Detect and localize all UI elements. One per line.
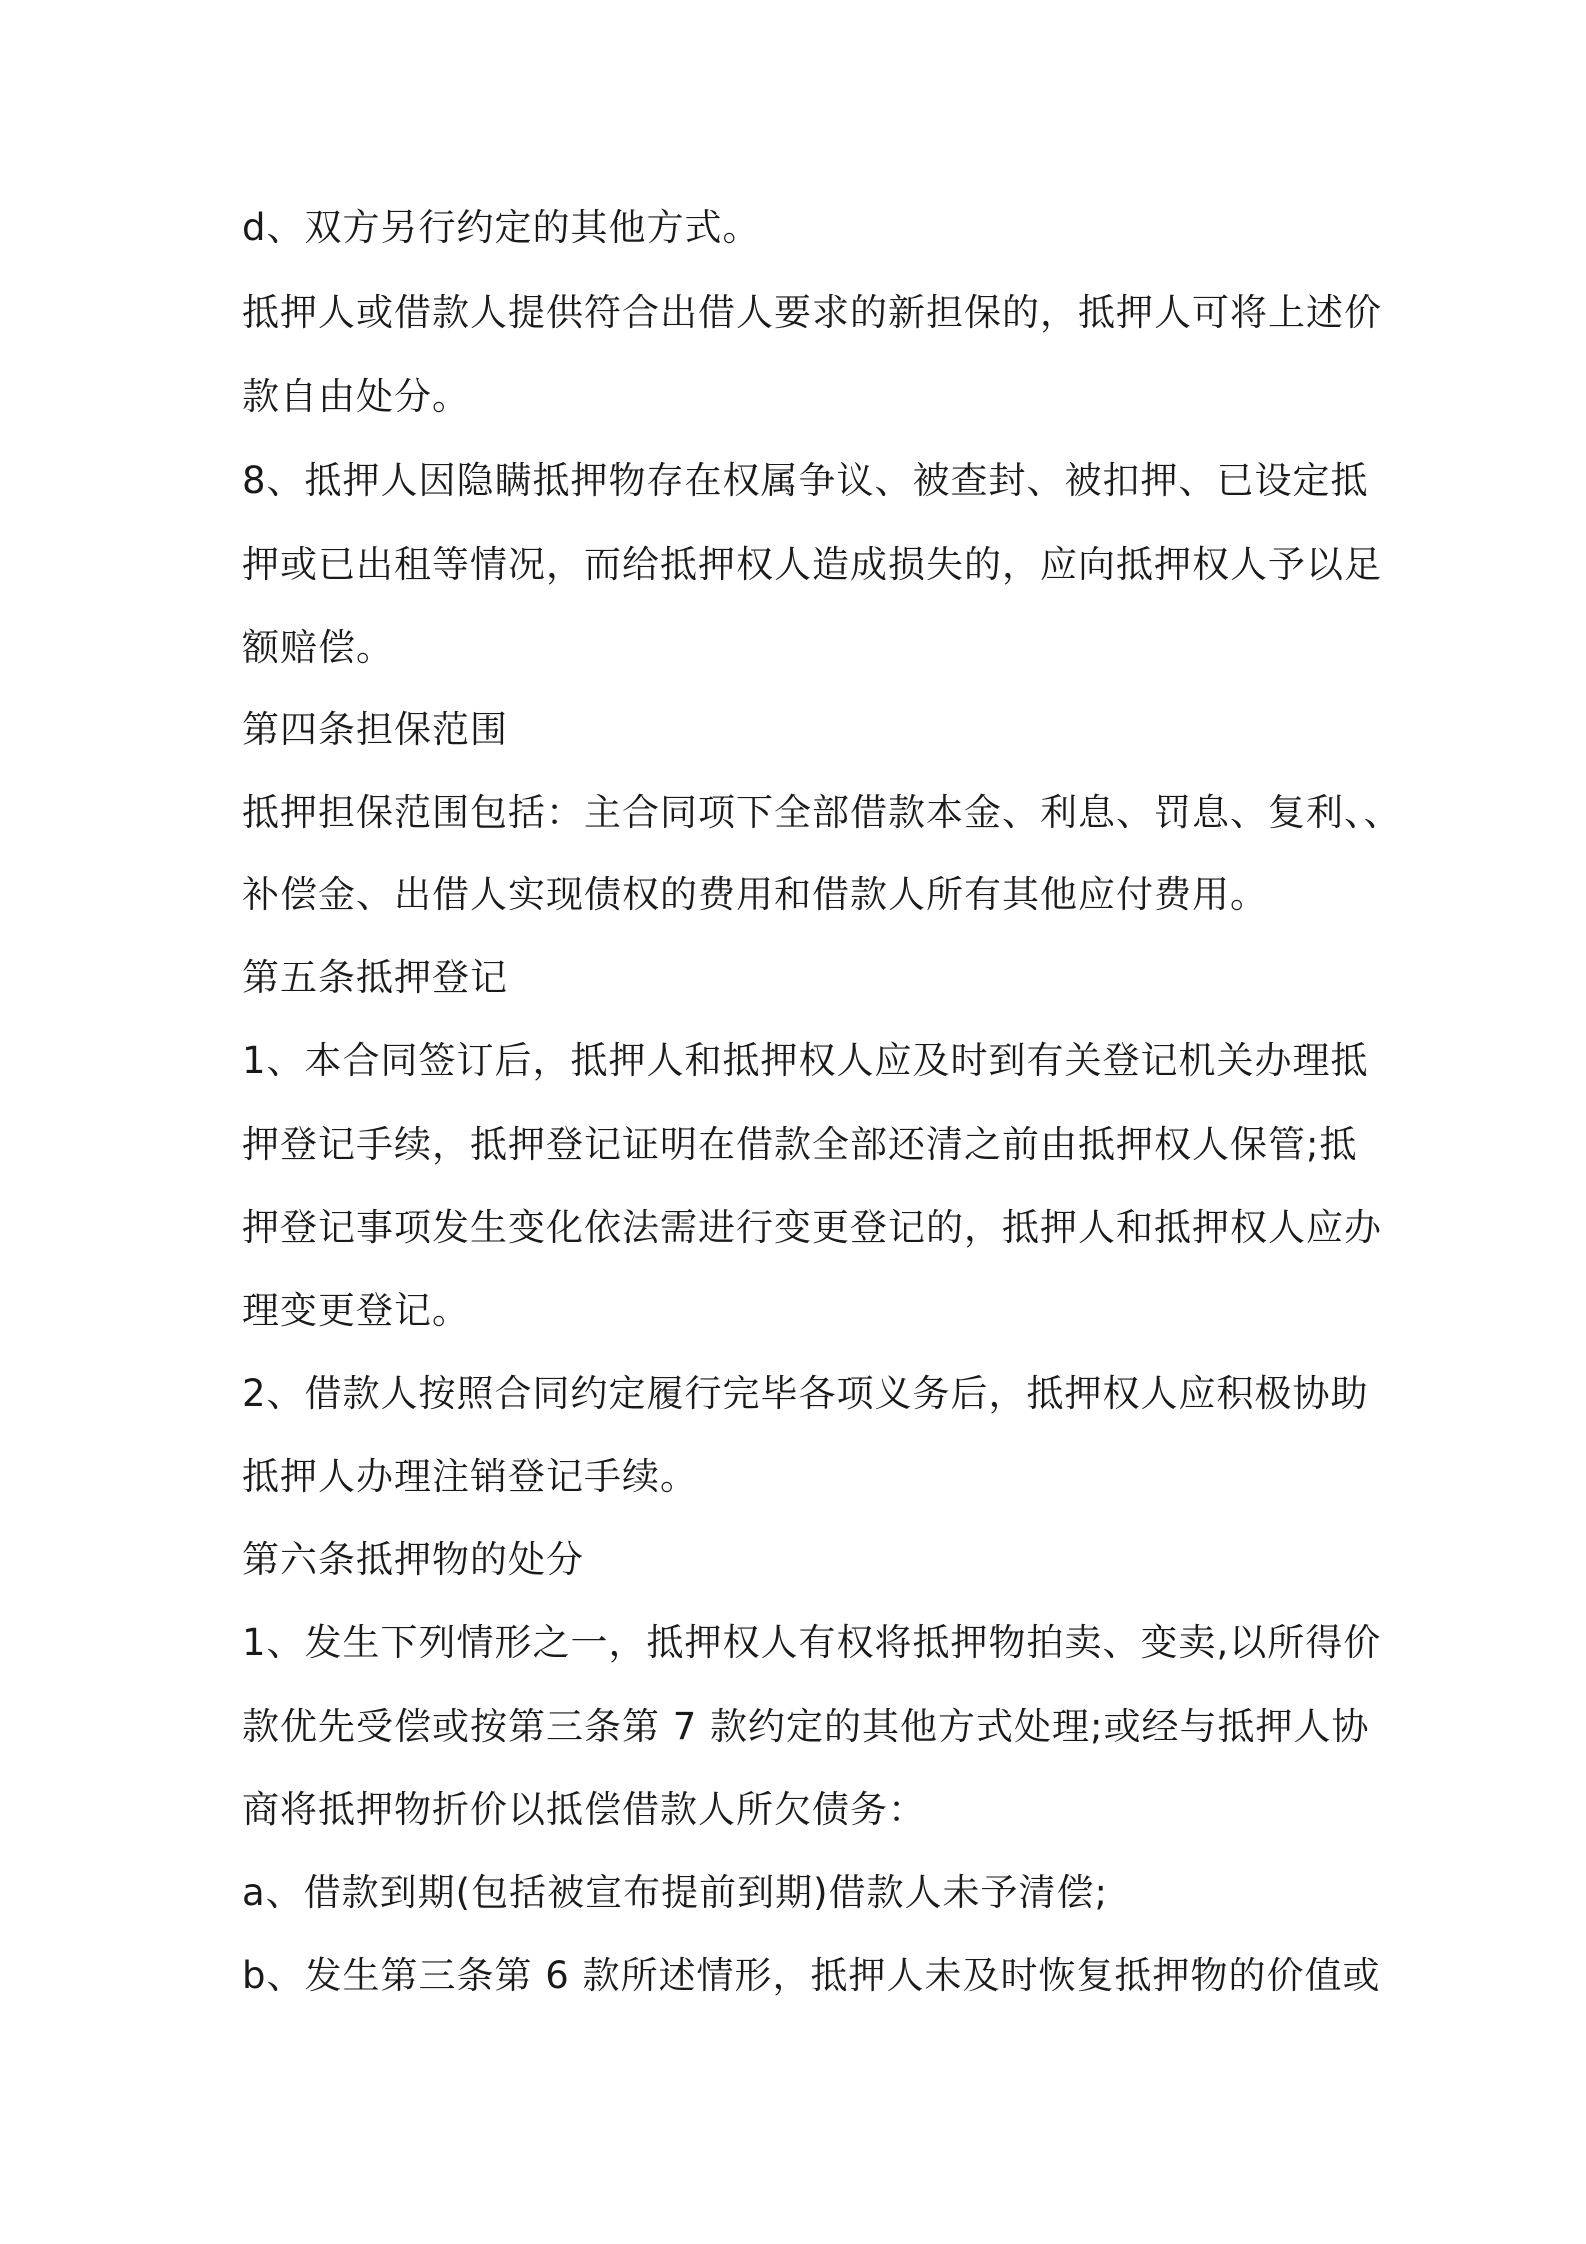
text-line: 抵押担保范围包括：主合同项下全部借款本金、利息、罚息、复利、、 xyxy=(242,791,1402,834)
text-line: 理变更登记。 xyxy=(242,1289,470,1332)
text-line: 额赔偿。 xyxy=(242,626,394,669)
text-line: 抵押人办理注销登记手续。 xyxy=(242,1455,698,1498)
text-line: 1、发生下列情形之一，抵押权人有权将抵押物拍卖、变卖,以所得价 xyxy=(242,1621,1382,1664)
text-line: 8、抵押人因隐瞒抵押物存在权属争议、被查封、被扣押、已设定抵 xyxy=(242,459,1369,502)
text-line: 押或已出租等情况，而给抵押权人造成损失的，应向抵押权人予以足 xyxy=(242,543,1382,586)
text-line: a、借款到期(包括被宣布提前到期)借款人未予清偿; xyxy=(242,1871,1109,1914)
text-line: 押登记事项发生变化依法需进行变更登记的，抵押人和抵押权人应办 xyxy=(242,1206,1382,1249)
section-heading: 第五条抵押登记 xyxy=(242,956,508,999)
section-heading: 第四条担保范围 xyxy=(242,708,508,751)
text-line: b、发生第三条第 6 款所述情形，抵押人未及时恢复抵押物的价值或 xyxy=(242,1954,1381,1997)
text-line: 押登记手续，抵押登记证明在借款全部还清之前由抵押权人保管;抵 xyxy=(242,1123,1358,1166)
text-line: d、双方另行约定的其他方式。 xyxy=(242,206,761,249)
text-line: 1、本合同签订后，抵押人和抵押权人应及时到有关登记机关办理抵 xyxy=(242,1039,1369,1082)
text-line: 款自由处分。 xyxy=(242,375,470,418)
text-line: 2、借款人按照合同约定履行完毕各项义务后，抵押权人应积极协助 xyxy=(242,1372,1369,1415)
text-line: 抵押人或借款人提供符合出借人要求的新担保的，抵押人可将上述价 xyxy=(242,291,1382,334)
text-line: 款优先受偿或按第三条第 7 款约定的其他方式处理;或经与抵押人协 xyxy=(242,1705,1370,1748)
section-heading: 第六条抵押物的处分 xyxy=(242,1538,584,1581)
text-line: 商将抵押物折价以抵偿借款人所欠债务： xyxy=(242,1788,926,1831)
text-line: 补偿金、出借人实现债权的费用和借款人所有其他应付费用。 xyxy=(242,873,1268,916)
